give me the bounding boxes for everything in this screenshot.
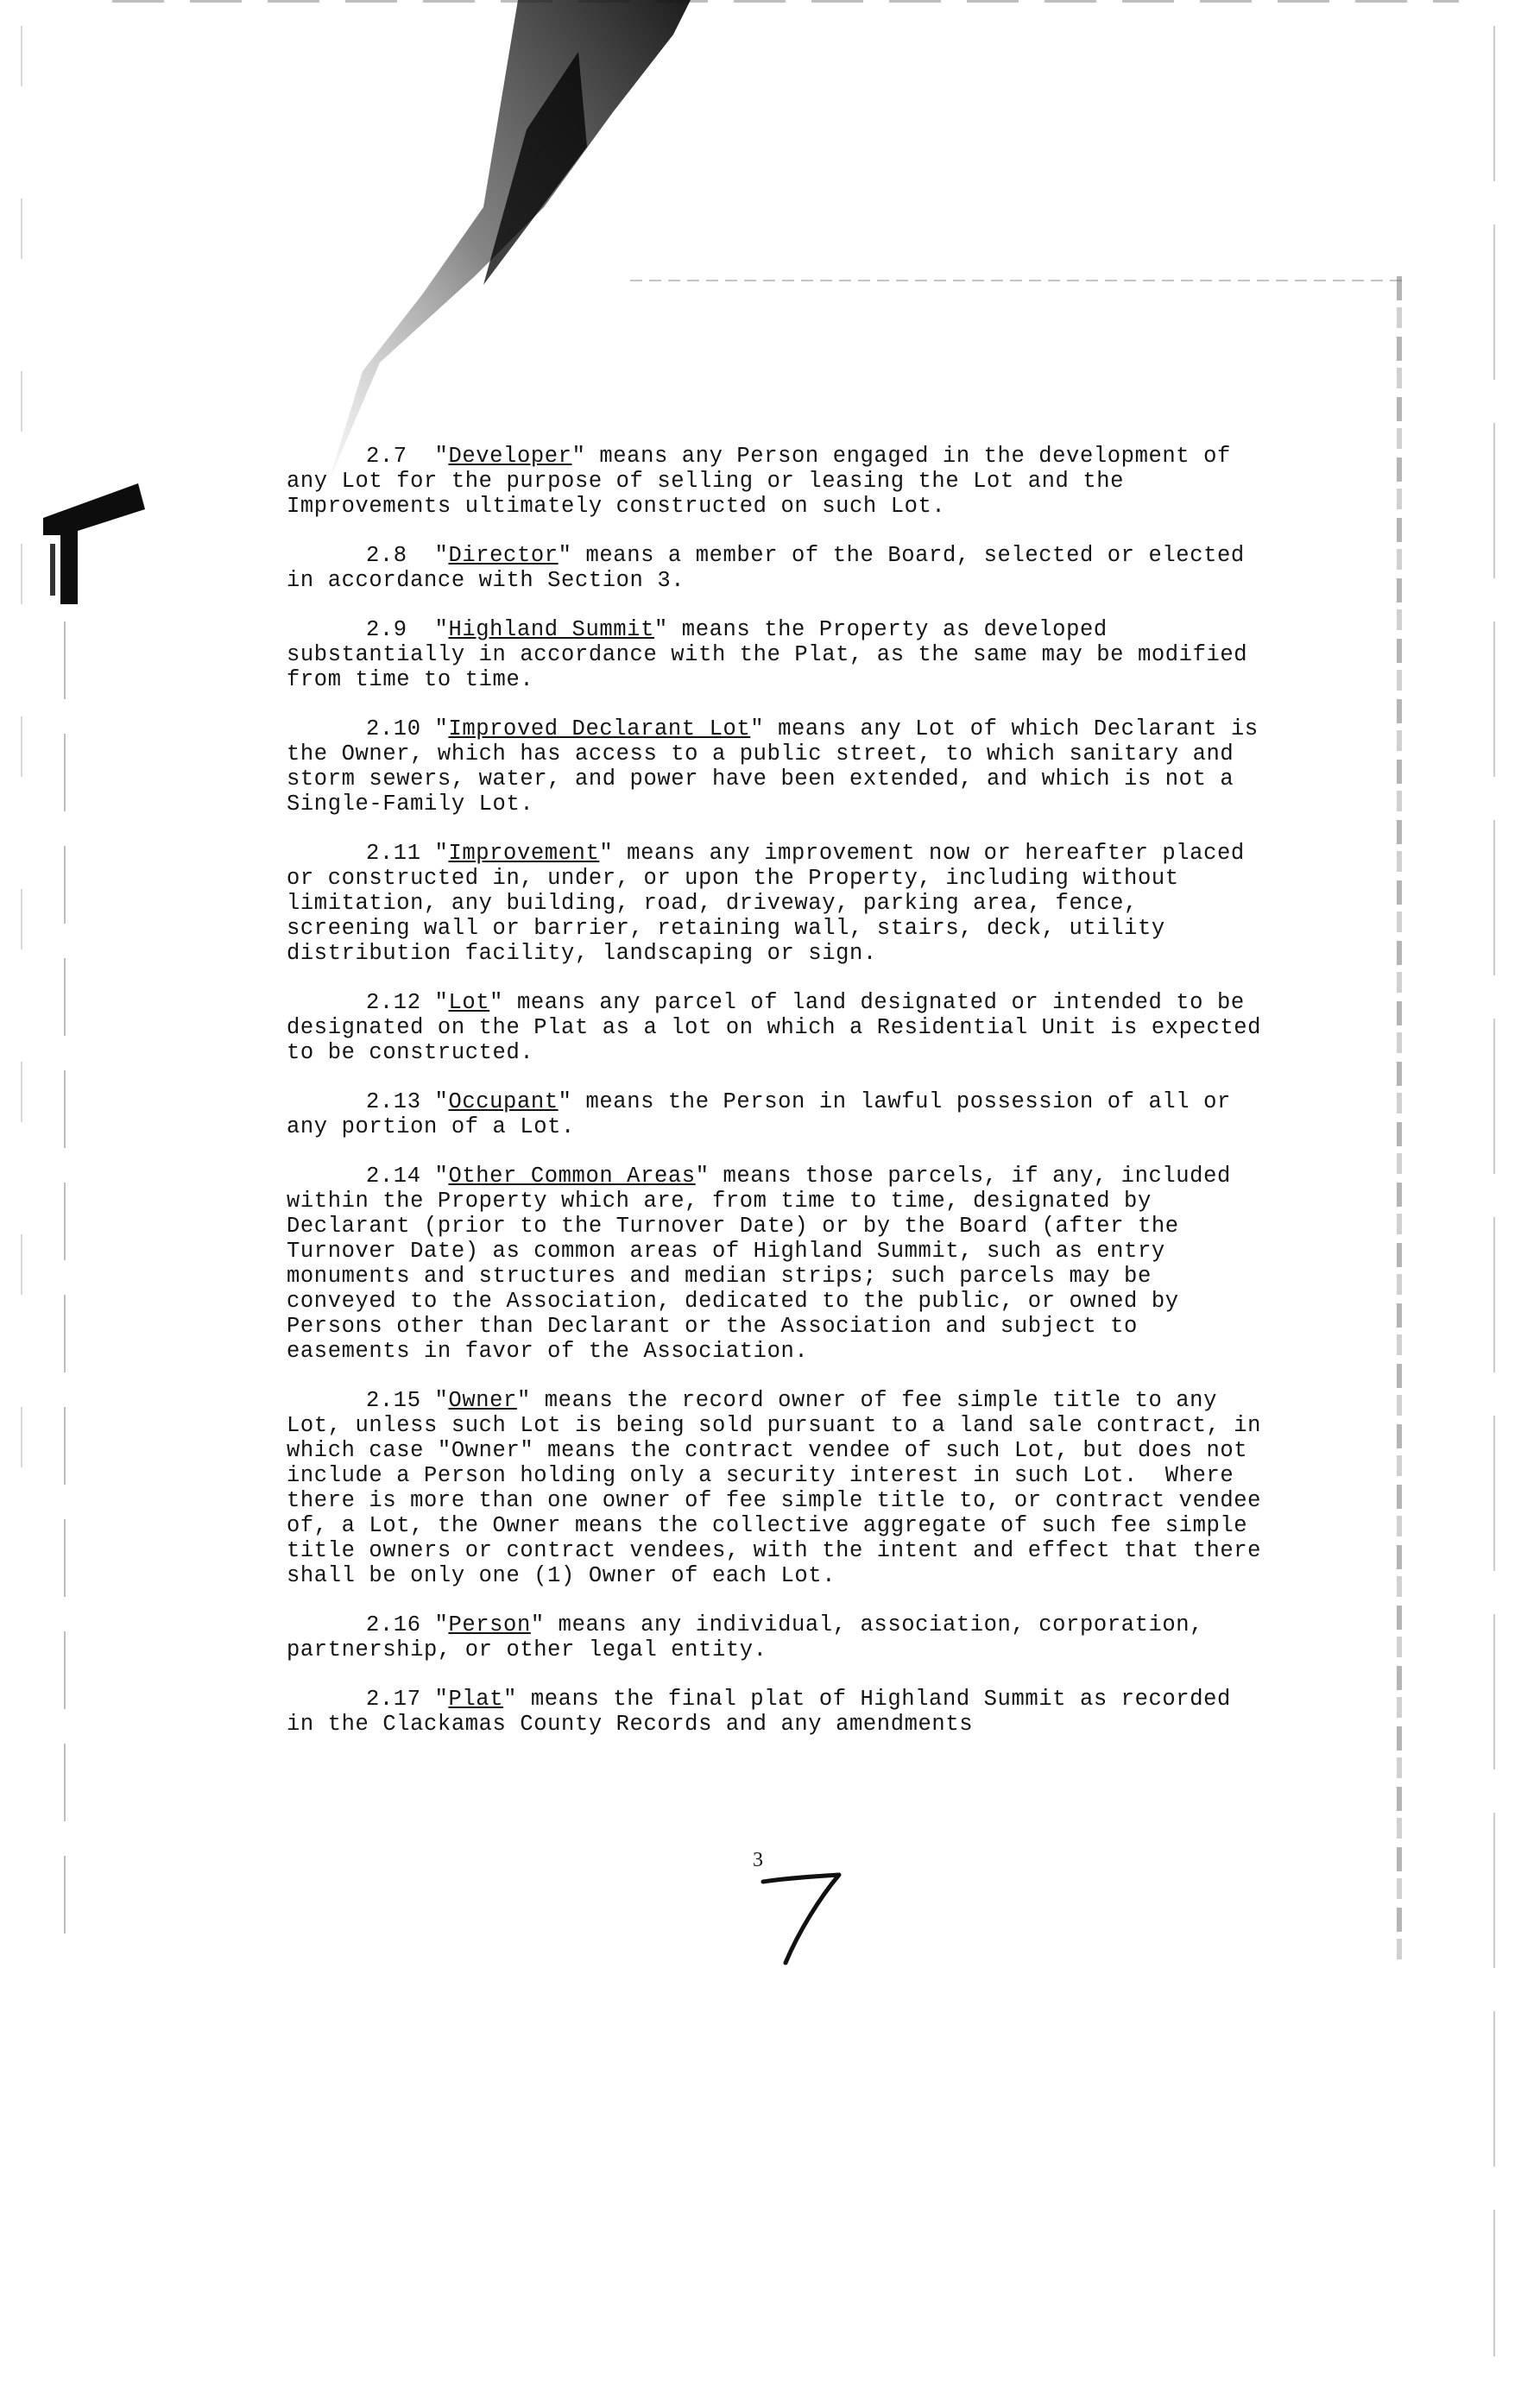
definition-2-10: 2.10 "Improved Declarant Lot" means any Lot of which Declarant is the Owner, which has access to a public street, to which sanitary and storm sewers, water, and power have been extended, and which is not a Single-Family Lot. [287, 716, 1272, 817]
staple-mark [43, 483, 147, 604]
definition-text: means any improvement now or hereafter placed or constructed in, under, or upon the Property, including without limitation, any building, road, driveway, parking area, fence, screening wall or barrier, retaining wall, stairs, deck, utility distribution facility, landscaping or sign. [287, 841, 1259, 966]
defined-term: Plat [448, 1687, 504, 1712]
section-number: 2.13 [366, 1089, 421, 1114]
scan-top-edge [112, 0, 1459, 3]
page-number: 3 [753, 1849, 763, 1871]
defined-term: Director [448, 543, 559, 568]
definition-text: means the Person in lawful possession of all or any portion of a Lot. [287, 1089, 1245, 1139]
definition-2-9: 2.9 "Highland Summit" means the Property as developed substantially in accordance with the Plat, as the same may be modified from time to time. [287, 617, 1262, 692]
definition-2-13: 2.13 "Occupant" means the Person in lawful possession of all or any portion of a Lot. [287, 1089, 1245, 1139]
section-number: 2.9 [366, 617, 407, 642]
defined-term: Person [448, 1612, 531, 1637]
defined-term: Occupant [448, 1089, 559, 1114]
section-number: 2.16 [366, 1612, 421, 1637]
definition-2-17: 2.17 "Plat" means the final plat of Highland Summit as recorded in the Clackamas County Records and any amendments [287, 1687, 1245, 1737]
defined-term: Improvement [448, 841, 600, 866]
definition-text: means the record owner of fee simple title to any Lot, unless such Lot is being sold pursuant to a land sale contract, in which case "Owner" means the contract vendee of such Lot, but does not include a Person holding only a security interest in such Lot. Where there is more than one owner of fee simple title to, or contract vendee of, a Lot, the Owner means the collective aggregate of such fee simple title owners or contract vendees, with the intent and effect that there shall be only one (1) Owner of each Lot. [287, 1388, 1275, 1588]
scan-right-edge [1493, 26, 1495, 2356]
section-number: 2.15 [366, 1388, 421, 1413]
section-number: 2.8 [366, 543, 407, 568]
definition-text: means any Person engaged in the development of any Lot for the purpose of selling or leasing the Lot and the Improvements ultimately constructed on such Lot. [287, 444, 1245, 519]
definition-text: means the final plat of Highland Summit as recorded in the Clackamas County Records and any amendments [287, 1687, 1245, 1737]
scan-far-left-edge [21, 26, 22, 1580]
scan-frame-top-edge [630, 280, 1407, 281]
section-number: 2.14 [366, 1164, 421, 1189]
definition-text: means any Lot of which Declarant is the Owner, which has access to a public street, to which sanitary and storm sewers, water, and power have been extended, and which is not a Single-Family Lot. [287, 716, 1272, 817]
handwritten-page-mark [760, 1871, 846, 1966]
definition-text: means any individual, association, corporation, partnership, or other legal entity. [287, 1612, 1217, 1662]
defined-term: Lot [448, 990, 490, 1015]
definition-2-14: 2.14 "Other Common Areas" means those parcels, if any, included within the Property which are, from time to time, designated by Declarant (prior to the Turnover Date) or by the Board (after the Turnover Date) as common areas of Highland Summit, such as entry monuments and structures and median strips; such parcels may be conveyed to the Association, dedicated to the public, or owned by Persons other than Declarant or the Association and subject to easements in favor of the Association. [287, 1164, 1245, 1364]
definition-2-16: 2.16 "Person" means any individual, association, corporation, partnership, or other legal entity. [287, 1612, 1217, 1662]
section-number: 2.10 [366, 716, 421, 741]
definition-text: means any parcel of land designated or intended to be designated on the Plat as a lot on which a Residential Unit is expected to be constructed. [287, 990, 1275, 1065]
section-number: 2.12 [366, 990, 421, 1015]
definition-2-12: 2.12 "Lot" means any parcel of land designated or intended to be designated on the Plat as a lot on which a Residential Unit is expected to be constructed. [287, 990, 1275, 1065]
scan-left-edge [64, 621, 66, 1934]
document-body [287, 444, 1275, 1761]
definition-2-7: 2.7 "Developer" means any Person engaged in the development of any Lot for the purpose of selling or leasing the Lot and the Improvements ultimately constructed on such Lot. [287, 444, 1245, 519]
definition-text: means a member of the Board, selected or elected in accordance with Section 3. [287, 543, 1259, 593]
definition-2-11: 2.11 "Improvement" means any improvement now or hereafter placed or constructed in, under, or upon the Property, including without limitation, any building, road, driveway, parking area, fence, screening wall or barrier, retaining wall, stairs, deck, utility distribution facility, landscaping or sign. [287, 841, 1259, 966]
section-number: 2.7 [366, 444, 407, 469]
section-number: 2.11 [366, 841, 421, 866]
definition-2-15: 2.15 "Owner" means the record owner of fee simple title to any Lot, unless such Lot is being sold pursuant to a land sale contract, in which case "Owner" means the contract vendee of such Lot, but does not include a Person holding only a security interest in such Lot. Where there is more than one owner of fee simple title to, or contract vendee of, a Lot, the Owner means the collective aggregate of such fee simple title owners or contract vendees, with the intent and effect that there shall be only one (1) Owner of each Lot. [287, 1388, 1275, 1588]
section-number: 2.17 [366, 1687, 421, 1712]
scan-frame-right-edge [1397, 276, 1402, 1968]
defined-term: Developer [448, 444, 572, 469]
definition-text: means the Property as developed substantially in accordance with the Plat, as the same may be modified from time to time. [287, 617, 1262, 692]
defined-term: Owner [448, 1388, 517, 1413]
defined-term: Highland Summit [448, 617, 654, 642]
definition-2-8: 2.8 "Director" means a member of the Board, selected or elected in accordance with Section 3. [287, 543, 1259, 593]
defined-term: Other Common Areas [448, 1164, 696, 1189]
defined-term: Improved Declarant Lot [448, 716, 751, 741]
definition-text: means those parcels, if any, included within the Property which are, from time to time, designated by Declarant (prior to the Turnover Date) or by the Board (after the Turnover Date) as common areas of Highland Summit, such as entry monuments and structures and median strips; such parcels may be conveyed to the Association, dedicated to the public, or owned by Persons other than Declarant or the Association and subject to easements in favor of the Association. [287, 1164, 1245, 1364]
folded-corner-shadow [328, 0, 691, 483]
